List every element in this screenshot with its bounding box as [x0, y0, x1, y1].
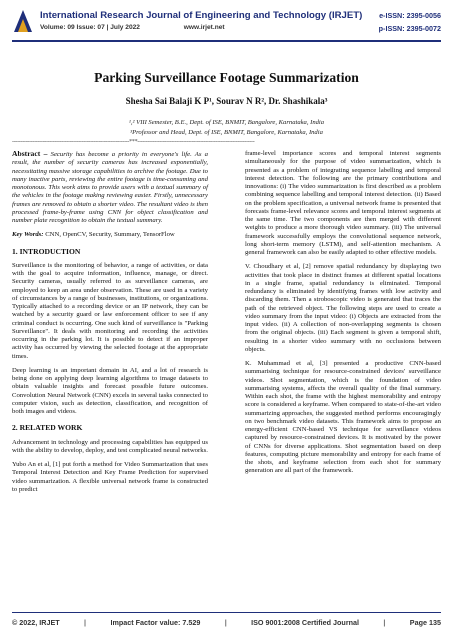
abstract-paragraph	[12, 150, 208, 225]
abstract-label: Abstract –	[12, 149, 48, 158]
irjet-logo-icon	[12, 8, 34, 34]
paper-authors: Shesha Sai Balaji K P¹, Sourav N R², Dr. Shashikala³	[125, 96, 328, 106]
footer-separator: |	[224, 618, 227, 627]
footer-divider	[12, 612, 441, 613]
volume-info: Volume: 09 Issue: 07 | July 2022	[40, 24, 140, 31]
right-column	[245, 150, 441, 482]
journal-footer	[12, 618, 441, 627]
footer-impact-factor: Impact Factor value: 7.529	[110, 618, 201, 627]
footer-separator: |	[383, 618, 386, 627]
related-paragraph-1: Advancement in technology and processing capabilities has equipped us with the ability to develop, deploy, and test complicated neural networks.	[12, 438, 208, 454]
footer-separator: |	[84, 618, 87, 627]
right-paragraph-2: V. Choudhary et al, [2] remove spatial redundancy by displaying two activities that took place in distinct frames at different spatial locations in a single frame, spatial redundancy is eliminated. Temporal redundancy is eliminated by identifying frames with low activity and discarding them. Then a stroboscopic video is generated that traces the path of the retrieved object. The following steps are used to create a video summary from the input video: (i) Objects are extracted from the input video. (ii) A collection of non-overlapping segments is chosen from the original objects. (iii) Each segment is given a temporal shift, resulting in a shorter video summary with no occlusions between objects.	[245, 263, 441, 353]
right-paragraph-3: K. Muhammad et al, [3] presented a productive CNN-based summarising technique for resource-constrained devices' surveillance videos. Shot segmentation, which is the foundation of video summarising systems, affects the overall quality of the final summary. Within each shot, the frame with the highest memorability and entropy score is considered a keyframe. When compared to state-of-the-art video summarizing approaches, the suggested method performs encouragingly on two benchmark video datasets. This framework aims to propose an energy-efficient CNN-based VS technique for surveillance videos captured by resource-constrained devices. It is motivated by the power of CNNs for diverse applications. Shot segmentation based on deep features, computing picture memorability and entropy for each frame of the shots, and keyframe selection from each shot for summary generation are all part of the framework.	[245, 360, 441, 475]
e-issn: e-ISSN: 2395-0056	[379, 11, 441, 20]
keywords-paragraph	[12, 231, 208, 239]
abstract-text: Security has become a priority in everyone's life. As a result, the number of security cameras has increased exponentially, necessitating massive storage capabilities to archive the footage. Due to many inactive parts, reviewing the entire footage is time-consuming and monotonous. This work aims to provide users with a textual summary of the vehicles in the footage making reviewing easier. Firstly, unnecessary frames are removed to obtain a shorter video. The resultant video is then processed frame-by-frame using CNN for object classification and number plate recognition to obtain the textual summary.	[12, 151, 208, 224]
section-separator: ---------------------------------------------------------------------***---------------------------------------------------------------------	[12, 139, 255, 145]
related-paragraph-2: Yubo An et al, [1] put forth a method for Video Summarization that uses Temporal Interest Detection and Key Frame Prediction for supervised video summarization. A flexible universal network frame is constructed to predict	[12, 461, 208, 493]
left-column	[12, 150, 208, 500]
footer-iso: ISO 9001:2008 Certified Journal	[251, 618, 359, 627]
volume-info-line	[40, 24, 225, 31]
affiliation-1: ¹,² VIII Semester, B.E., Dept. of ISE, BNMIT, Bangalore, Karnataka, India	[128, 119, 325, 126]
intro-paragraph-2: Deep learning is an important domain in AI, and a lot of research is being done on applying deep learning algorithms to image datasets to obtain valuable insights and forecast possible future outcomes. Convolution Neural Network (CNN) excels in several tasks connected to computer vision, such as detection, classification, and recognition of both images and videos.	[12, 366, 208, 415]
journal-website-link[interactable]: www.irjet.net	[183, 24, 225, 31]
right-paragraph-1: frame-level importance scores and temporal interest segments simultaneously for the purpose of video summarization, which is presented as a problem of integrating sequence labelling and temporal interest detection. The following are the primary contributions and innovations: (i) The video summarization is first described as a problem combining sequence labelling and temporal interest detection. (ii) Based on the problem specification, a universal network frame is presented that forecasts frame-level relevance scores and temporal interest segments at the same time. The two components are then merged with different weights to produce a more thorough video summary. (iii) The universal framework successfully employs the convolutional sequence network, long short-term memory (LSTM), and self-attention mechanism. A general framework can also be easily adapted to other effective models.	[245, 150, 441, 256]
journal-title: International Research Journal of Engineering and Technology (IRJET)	[40, 10, 363, 21]
keywords-label: Key Words:	[12, 231, 44, 239]
section-heading-related-work: 2. RELATED WORK	[12, 423, 83, 433]
paper-title: Parking Surveillance Footage Summarization	[94, 70, 359, 85]
keywords-text: CNN, OpenCV, Security, Summary, TensorFlow	[43, 231, 175, 239]
affiliation-2: ³Professor and Head, Dept. of ISE, BNMIT, Bangalore, Karnataka, India	[130, 129, 323, 136]
header-divider	[12, 40, 441, 42]
intro-paragraph-1: Surveillance is the monitoring of behavior, a range of activities, or data with the goal to acquire information, influence, manage, or direct. Security cameras, usually referred to as surveillance cameras, are employed to keep an area under observation. These are used in a variety of circumstances by a range of businesses, institutions, or organizations. Typically attached to a recording device or an IP network, they can be watched by a security guard or law enforcement officer to see if any criminal conduct is occurring. One such kind of surveillance is "Parking Surveillance". It deals with monitoring and recording the activities occurring in the parking lot. It is possible to detect if an improper activity has occurred by viewing the selected footage at the appropriate times.	[12, 261, 208, 360]
footer-page-number: Page 135	[409, 618, 441, 627]
section-heading-introduction: 1. INTRODUCTION	[12, 246, 81, 256]
p-issn: p-ISSN: 2395-0072	[378, 24, 441, 33]
footer-copyright: © 2022, IRJET	[12, 618, 60, 627]
journal-header	[0, 0, 453, 44]
